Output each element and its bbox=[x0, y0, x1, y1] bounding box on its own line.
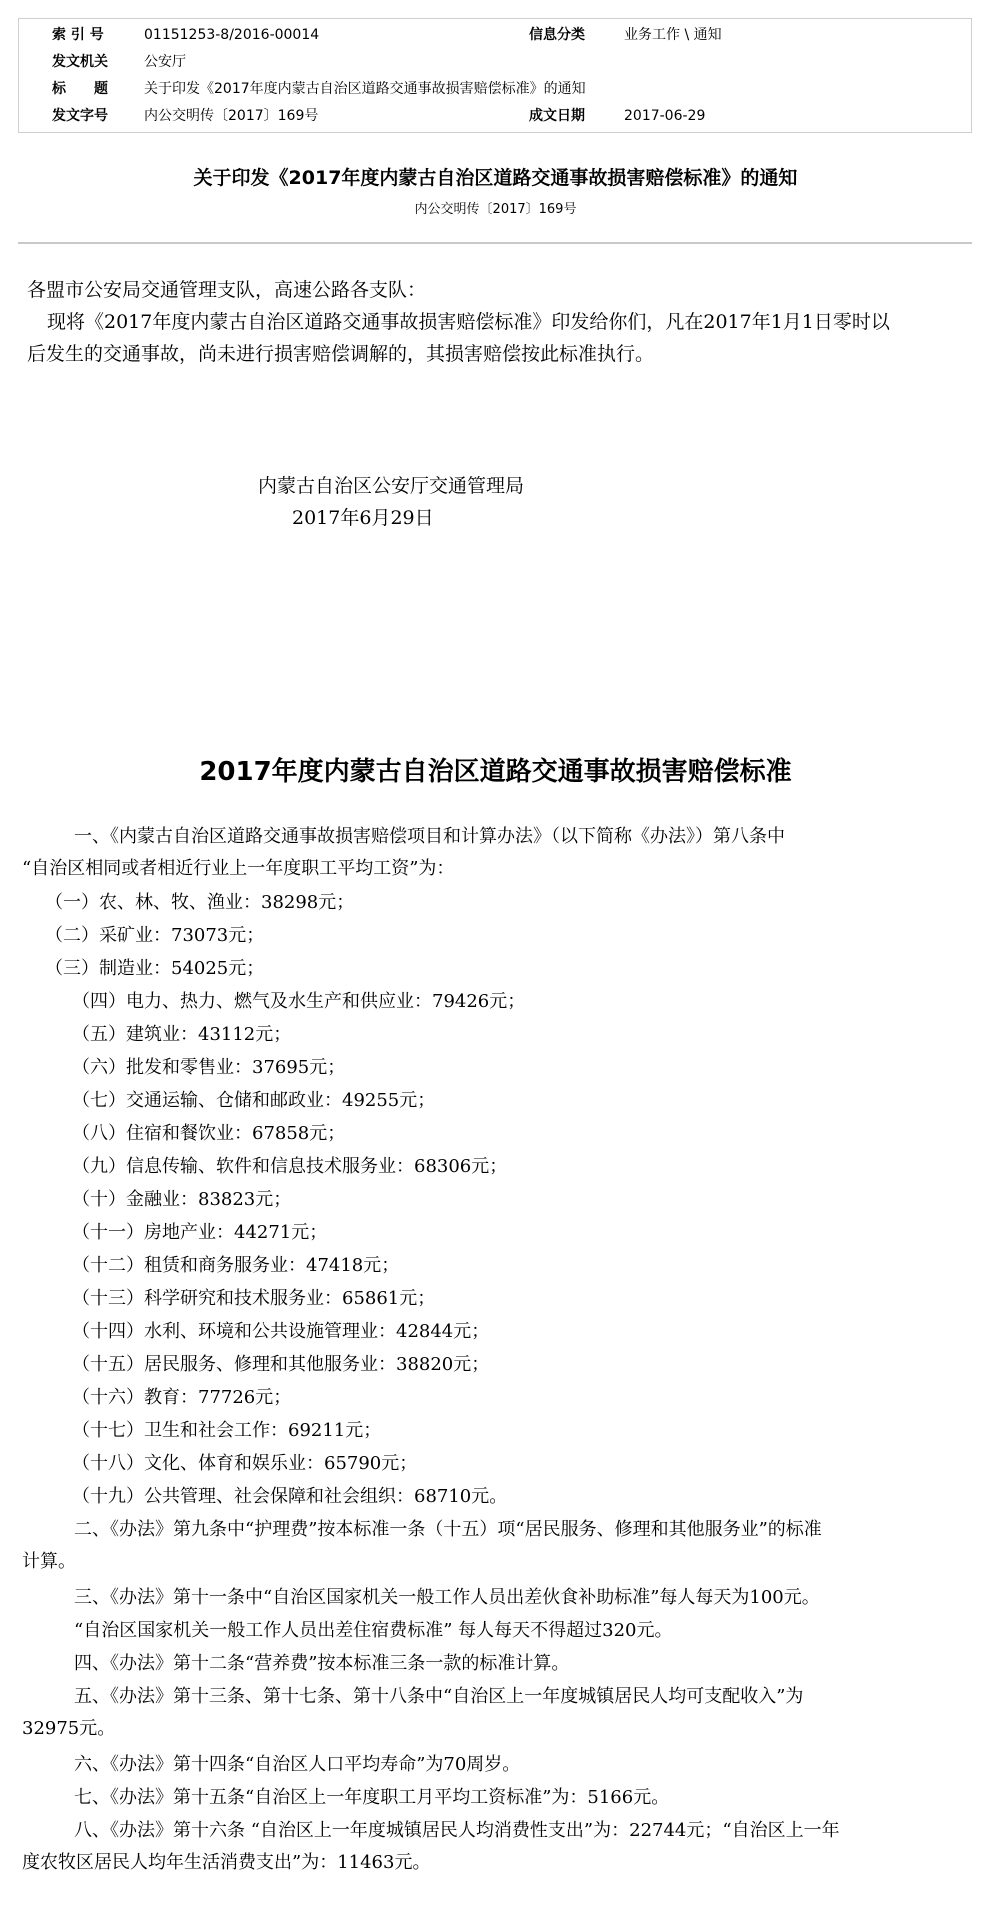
list-item: （四）电力、热力、燃气及水生产和供应业：79426元； bbox=[72, 991, 526, 1012]
clause-6: 六、《办法》第十四条“自治区人口平均寿命”为70周岁。 bbox=[74, 1754, 521, 1775]
subject-value: 关于印发《2017年度内蒙古自治区道路交通事故损害赔偿标准》的通知 bbox=[144, 81, 586, 97]
list-item: （一）农、林、牧、渔业：38298元； bbox=[45, 892, 355, 913]
document-metadata-table bbox=[18, 18, 972, 133]
header-divider bbox=[18, 242, 972, 244]
list-item: （七）交通运输、仓储和邮政业：49255元； bbox=[72, 1090, 436, 1111]
date-value: 2017-06-29 bbox=[624, 108, 706, 124]
meta-row-index bbox=[19, 25, 971, 52]
index-value: 01151253-8/2016-00014 bbox=[144, 27, 320, 43]
clause-2-line-2: 计算。 bbox=[22, 1551, 76, 1572]
clause-1-line-2: “自治区相同或者相近行业上一年度职工平均工资”为： bbox=[22, 858, 455, 879]
notice-body-line-2: 后发生的交通事故，尚未进行损害赔偿调解的，其损害赔偿按此标准执行。 bbox=[27, 343, 655, 365]
notice-doc-number: 内公交明传〔2017〕169号 bbox=[414, 202, 577, 217]
list-item: （十一）房地产业：44271元； bbox=[72, 1222, 328, 1243]
list-item: （三）制造业：54025元； bbox=[45, 958, 265, 979]
salutation: 各盟市公安局交通管理支队，高速公路各支队： bbox=[27, 279, 427, 301]
issuer-label: 发文机关 bbox=[52, 54, 108, 70]
signature-date: 2017年6月29日 bbox=[292, 507, 434, 529]
meta-row-docno bbox=[19, 106, 971, 133]
docno-value: 内公交明传〔2017〕169号 bbox=[144, 108, 319, 124]
list-item: （九）信息传输、软件和信息技术服务业：68306元； bbox=[72, 1156, 508, 1177]
date-label: 成文日期 bbox=[529, 108, 585, 124]
clause-5-line-1: 五、《办法》第十三条、第十七条、第十八条中“自治区上一年度城镇居民人均可支配收入”为 bbox=[74, 1686, 804, 1707]
clause-8-line-1: 八、《办法》第十六条 “自治区上一年度城镇居民人均消费性支出”为：22744元；“自治区上一年 bbox=[74, 1820, 840, 1841]
notice-title: 关于印发《2017年度内蒙古自治区道路交通事故损害赔偿标准》的通知 bbox=[193, 167, 798, 189]
clause-4: 四、《办法》第十二条“营养费”按本标准三条一款的标准计算。 bbox=[74, 1653, 570, 1674]
clause-7: 七、《办法》第十五条“自治区上一年度职工月平均工资标准”为：5166元。 bbox=[74, 1787, 670, 1808]
list-item: （十四）水利、环境和公共设施管理业：42844元； bbox=[72, 1321, 490, 1342]
clause-3-line-2: “自治区国家机关一般工作人员出差住宿费标准” 每人每天不得超过320元。 bbox=[74, 1620, 673, 1641]
list-item: （十九）公共管理、社会保障和社会组织：68710元。 bbox=[72, 1486, 508, 1507]
list-item: （八）住宿和餐饮业：67858元； bbox=[72, 1123, 346, 1144]
subject-label: 标 题 bbox=[52, 81, 108, 97]
meta-row-subject bbox=[19, 79, 971, 106]
signature-organization: 内蒙古自治区公安厅交通管理局 bbox=[258, 475, 525, 497]
list-item: （十三）科学研究和技术服务业：65861元； bbox=[72, 1288, 436, 1309]
list-item: （十二）租赁和商务服务业：47418元； bbox=[72, 1255, 400, 1276]
category-value: 业务工作 \ 通知 bbox=[624, 27, 722, 43]
notice-body-line-1: 现将《2017年度内蒙古自治区道路交通事故损害赔偿标准》印发给你们，凡在2017年1月1日零时以 bbox=[47, 311, 890, 333]
clause-1-line-1: 一、《内蒙古自治区道路交通事故损害赔偿项目和计算办法》（以下简称《办法》）第八条中 bbox=[74, 826, 785, 847]
standard-title: 2017年度内蒙古自治区道路交通事故损害赔偿标准 bbox=[199, 757, 792, 787]
meta-row-issuer bbox=[19, 52, 971, 79]
list-item: （二）采矿业：73073元； bbox=[45, 925, 265, 946]
category-label: 信息分类 bbox=[529, 27, 585, 43]
list-item: （十八）文化、体育和娱乐业：65790元； bbox=[72, 1453, 418, 1474]
docno-label: 发文字号 bbox=[52, 108, 108, 124]
clause-3-line-1: 三、《办法》第十一条中“自治区国家机关一般工作人员出差伙食补助标准”每人每天为100元。 bbox=[74, 1587, 820, 1608]
clause-2-line-1: 二、《办法》第九条中“护理费”按本标准一条（十五）项“居民服务、修理和其他服务业”的标准 bbox=[74, 1519, 822, 1540]
clause-5-line-2: 32975元。 bbox=[22, 1718, 116, 1739]
list-item: （十）金融业：83823元； bbox=[72, 1189, 292, 1210]
index-label: 索 引 号 bbox=[52, 27, 104, 43]
clause-8-line-2: 度农牧区居民人均年生活消费支出”为：11463元。 bbox=[22, 1852, 431, 1873]
list-item: （十六）教育：77726元； bbox=[72, 1387, 292, 1408]
list-item: （五）建筑业：43112元； bbox=[72, 1024, 292, 1045]
list-item: （六）批发和零售业：37695元； bbox=[72, 1057, 346, 1078]
list-item: （十七）卫生和社会工作：69211元； bbox=[72, 1420, 382, 1441]
list-item: （十五）居民服务、修理和其他服务业：38820元； bbox=[72, 1354, 490, 1375]
issuer-value: 公安厅 bbox=[144, 54, 186, 70]
